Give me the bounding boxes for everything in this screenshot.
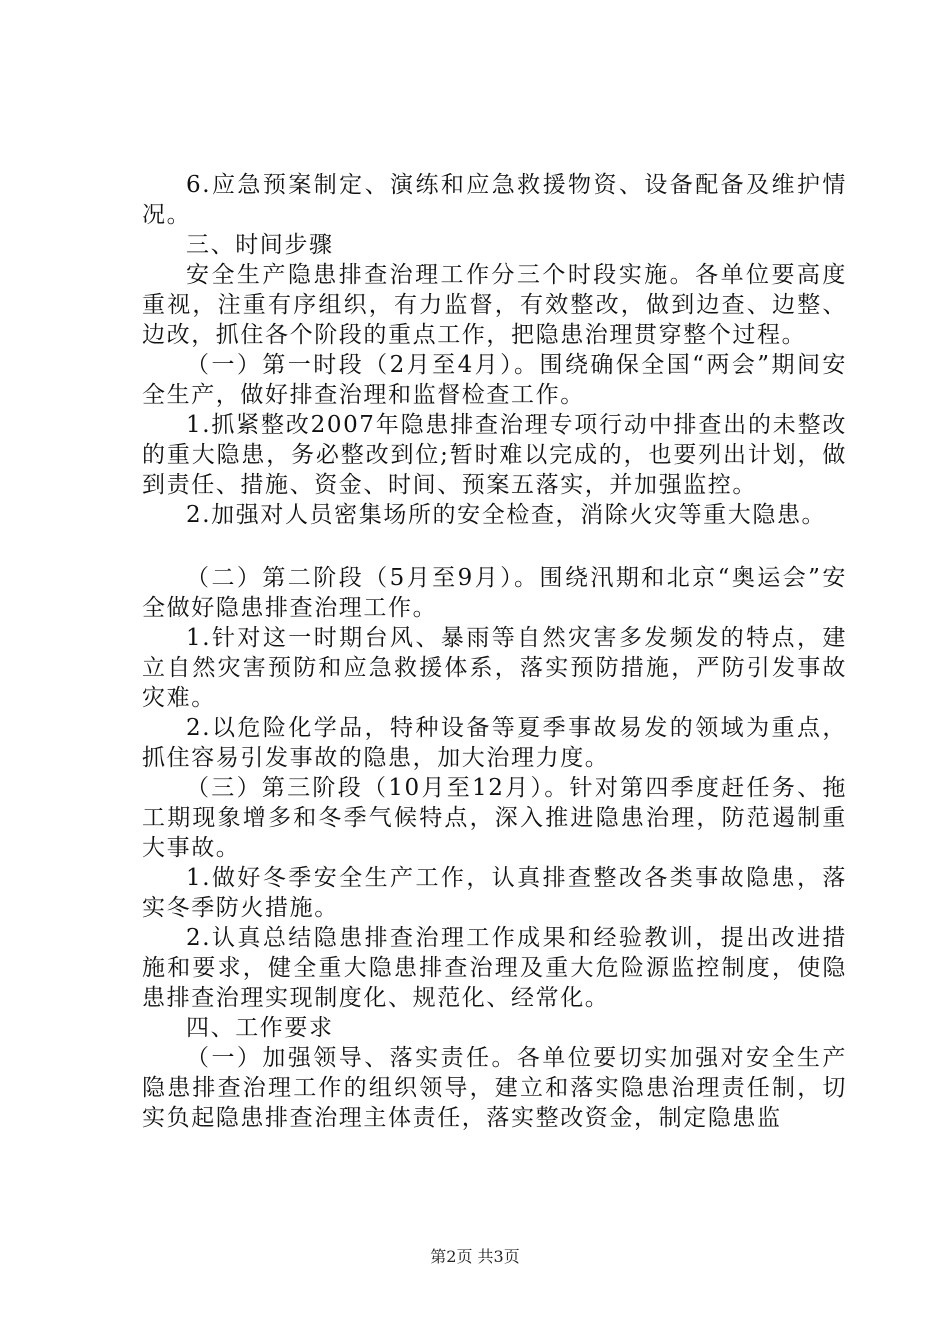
paragraph-phase-one: （一）第一时段（2月至4月）。围绕确保全国“两会”期间安全生产，做好排查治理和监督检查工作。 bbox=[142, 352, 847, 408]
paragraph-phase-three: （三）第三阶段（10月至12月）。针对第四季度赶任务、拖工期现象增多和冬季气候特点，深入推进隐患治理，防范遏制重大事故。 bbox=[142, 775, 847, 861]
paragraph-phase-one-item-1: 1.抓紧整改2007年隐患排查治理专项行动中排查出的未整改的重大隐患，务必整改到位;暂时难以完成的，也要列出计划，做到责任、措施、资金、时间、预案五落实，并加强监控。 bbox=[142, 412, 847, 498]
paragraph-phase-one-item-2: 2.加强对人员密集场所的安全检查，消除火灾等重大隐患。 bbox=[186, 502, 827, 528]
paragraph-item-6: 6.应急预案制定、演练和应急救援物资、设备配备及维护情况。 bbox=[142, 172, 847, 228]
document-body bbox=[142, 170, 847, 1133]
section-heading-time-steps: 三、时间步骤 bbox=[186, 232, 334, 258]
paragraph-phase-two-item-2: 2.以危险化学品，特种设备等夏季事故易发的领域为重点，抓住容易引发事故的隐患，加大治理力度。 bbox=[142, 715, 847, 771]
paragraph-phase-three-item-2: 2.认真总结隐患排查治理工作成果和经验教训，提出改进措施和要求，健全重大隐患排查治理及重大危险源监控制度，使隐患排查治理实现制度化、规范化、经常化。 bbox=[142, 925, 847, 1011]
paragraph-time-steps-intro: 安全生产隐患排查治理工作分三个时段实施。各单位要高度重视，注重有序组织，有力监督，有效整改，做到边查、边整、边改，抓住各个阶段的重点工作，把隐患治理贯穿整个过程。 bbox=[142, 262, 847, 348]
paragraph-phase-two-item-1: 1.针对这一时期台风、暴雨等自然灾害多发频发的特点，建立自然灾害预防和应急救援体系，落实预防措施，严防引发事故灾难。 bbox=[142, 625, 847, 711]
paragraph-phase-two: （二）第二阶段（5月至9月）。围绕汛期和北京“奥运会”安全做好隐患排查治理工作。 bbox=[142, 565, 847, 621]
paragraph-requirement-one: （一）加强领导、落实责任。各单位要切实加强对安全生产隐患排查治理工作的组织领导，建立和落实隐患治理责任制，切实负起隐患排查治理主体责任，落实整改资金，制定隐患监 bbox=[142, 1045, 847, 1131]
page-footer: 第2页 共3页 bbox=[430, 1247, 520, 1266]
paragraph-gap bbox=[142, 530, 847, 563]
paragraph-phase-three-item-1: 1.做好冬季安全生产工作，认真排查整改各类事故隐患，落实冬季防火措施。 bbox=[142, 865, 847, 921]
section-heading-work-requirements: 四、工作要求 bbox=[186, 1015, 334, 1041]
